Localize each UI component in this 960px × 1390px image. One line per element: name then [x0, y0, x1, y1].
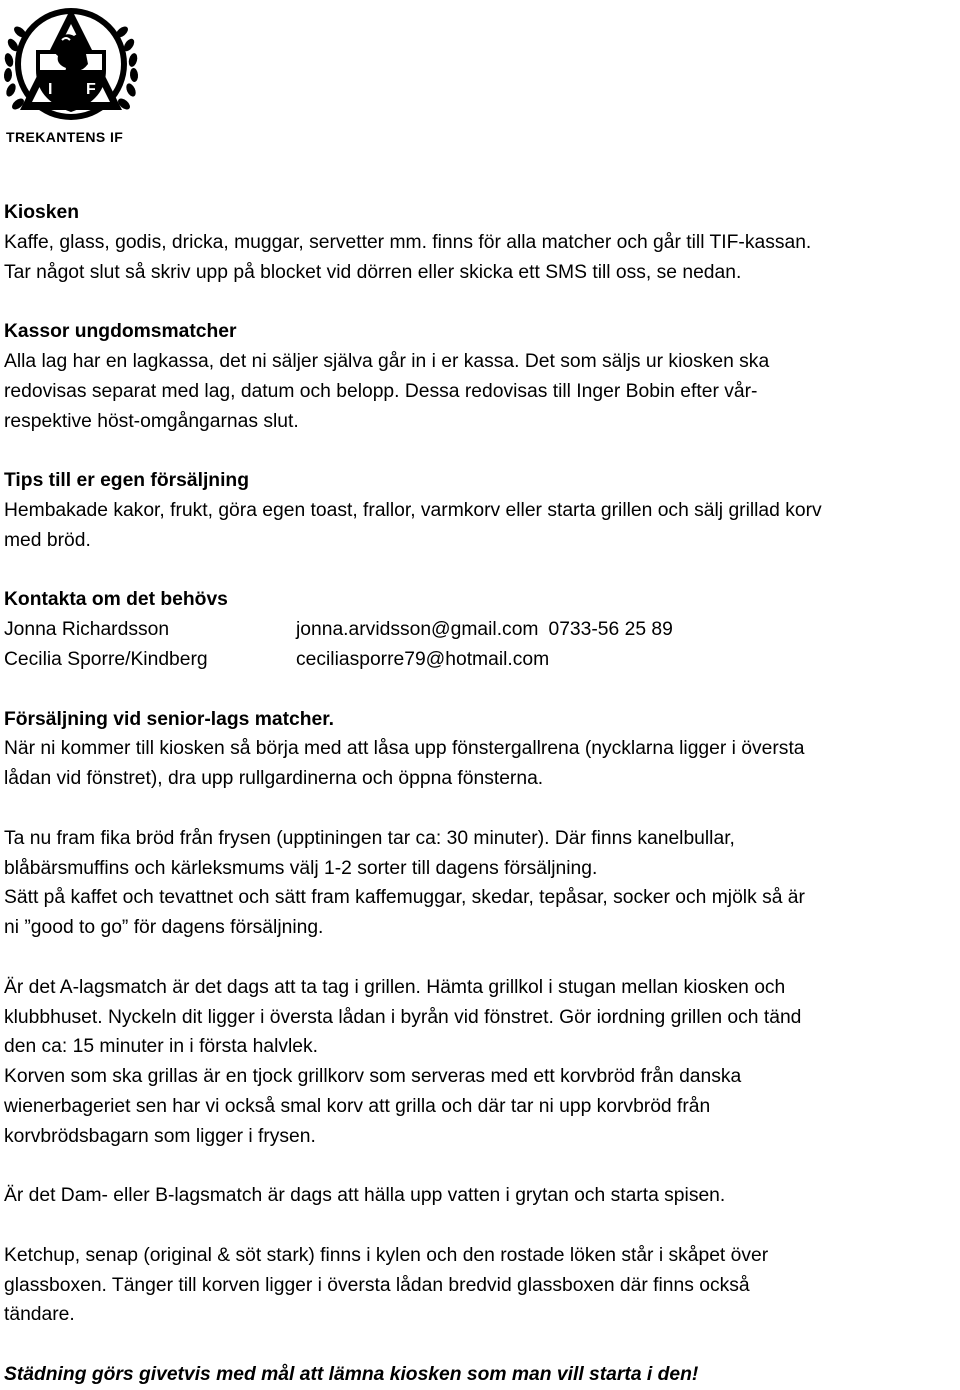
paragraph-line: den ca: 15 minuter in i första halvlek.	[4, 1036, 319, 1058]
logo-letter-right: F	[86, 81, 96, 98]
paragraph-line: wienerbageriet sen har vi också smal korv att grilla och där tar ni upp korvbröd från	[4, 1095, 711, 1117]
paragraph-line: klubbhuset. Nyckeln dit ligger i översta lådan i byrån vid fönstret. Gör iordning grillen och tänd	[4, 1006, 802, 1028]
paragraph-line: Kaffe, glass, godis, dricka, muggar, servetter mm. finns för alla matcher och går till TIF-kassan.	[4, 231, 812, 253]
paragraph-line: Är det Dam- eller B-lagsmatch är dags att hälla upp vatten i grytan och starta spisen.	[4, 1185, 726, 1207]
section-senior	[4, 705, 958, 1331]
heading-tips: Tips till er egen försäljning	[4, 470, 249, 492]
contact-phone: 0733-56 25 89	[548, 619, 673, 641]
paragraph-line: Hembakade kakor, frukt, göra egen toast, frallor, varmkorv eller starta grillen och sälj grillad korv	[4, 499, 822, 521]
club-name: TREKANTENS IF	[6, 129, 124, 145]
paragraph-line: redovisas separat med lag, datum och belopp. Dessa redovisas till Inger Bobin efter vår-	[4, 380, 758, 402]
contact-email[interactable]: jonna.arvidsson@gmail.com	[296, 619, 539, 641]
paragraph-line: blåbärsmuffins och kärleksmums välj 1-2 sorter till dagens försäljning.	[4, 857, 598, 879]
heading-kiosken: Kiosken	[4, 202, 80, 223]
paragraph-line: med bröd.	[4, 529, 91, 551]
heading-kontakt: Kontakta om det behövs	[4, 589, 228, 611]
paragraph-line: tändare.	[4, 1304, 75, 1326]
contact-name: Jonna Richardsson	[4, 619, 170, 641]
paragraph-line: Tar något slut så skriv upp på blocket vid dörren eller skicka ett SMS till oss, se nedan.	[4, 261, 742, 283]
paragraph-line: Korven som ska grillas är en tjock grillkorv som serveras med ett korvbröd från danska	[4, 1066, 742, 1088]
club-logo	[2, 0, 140, 150]
paragraph-line: respektive höst-omgångarnas slut.	[4, 410, 299, 432]
paragraph-line: Är det A-lagsmatch är det dags att ta tag i grillen. Hämta grillkol i stugan mellan kiosken och	[4, 976, 786, 998]
section-kassor	[4, 317, 958, 436]
document-body	[4, 198, 958, 1390]
contact-email[interactable]: ceciliasporre79@hotmail.com	[296, 648, 550, 670]
contact-row	[4, 645, 958, 675]
contact-row	[4, 615, 958, 645]
paragraph-line: glassboxen. Tänger till korven ligger i översta lådan bredvid glassboxen där finns också	[4, 1274, 750, 1296]
paragraph-line: Ketchup, senap (original & söt stark) finns i kylen och den rostade löken står i skåpet över	[4, 1244, 769, 1266]
paragraph-line: När ni kommer till kiosken så börja med att låsa upp fönstergallrena (nycklarna ligger i översta	[4, 738, 805, 760]
paragraph-line: lådan vid fönstret), dra upp rullgardinerna och öppna fönsterna.	[4, 768, 544, 790]
footer-note: Städning görs givetvis med mål att lämna kiosken som man vill starta i den!	[4, 1364, 699, 1386]
heading-kassor: Kassor ungdomsmatcher	[4, 321, 237, 343]
paragraph-line: Sätt på kaffet och tevattnet och sätt fram kaffemuggar, skedar, tepåsar, socker och mjölk så är	[4, 887, 805, 909]
contact-name: Cecilia Sporre/Kindberg	[4, 648, 208, 670]
paragraph-line: korvbrödsbagarn som ligger i frysen.	[4, 1125, 316, 1147]
lion-crest-icon	[2, 0, 140, 128]
paragraph-line: Ta nu fram fika bröd från frysen (upptiningen tar ca: 30 minuter). Där finns kanelbullar,	[4, 827, 735, 849]
section-kiosken	[4, 198, 958, 287]
paragraph-line: ni ”good to go” för dagens försäljning.	[4, 917, 324, 939]
section-kontakt	[4, 585, 958, 674]
paragraph-line: Alla lag har en lagkassa, det ni säljer själva går in i er kassa. Det som säljs ur kiosken ska	[4, 350, 770, 372]
heading-senior: Försäljning vid senior-lags matcher.	[4, 708, 335, 730]
section-tips	[4, 466, 958, 555]
logo-letter-left: I	[48, 81, 53, 98]
